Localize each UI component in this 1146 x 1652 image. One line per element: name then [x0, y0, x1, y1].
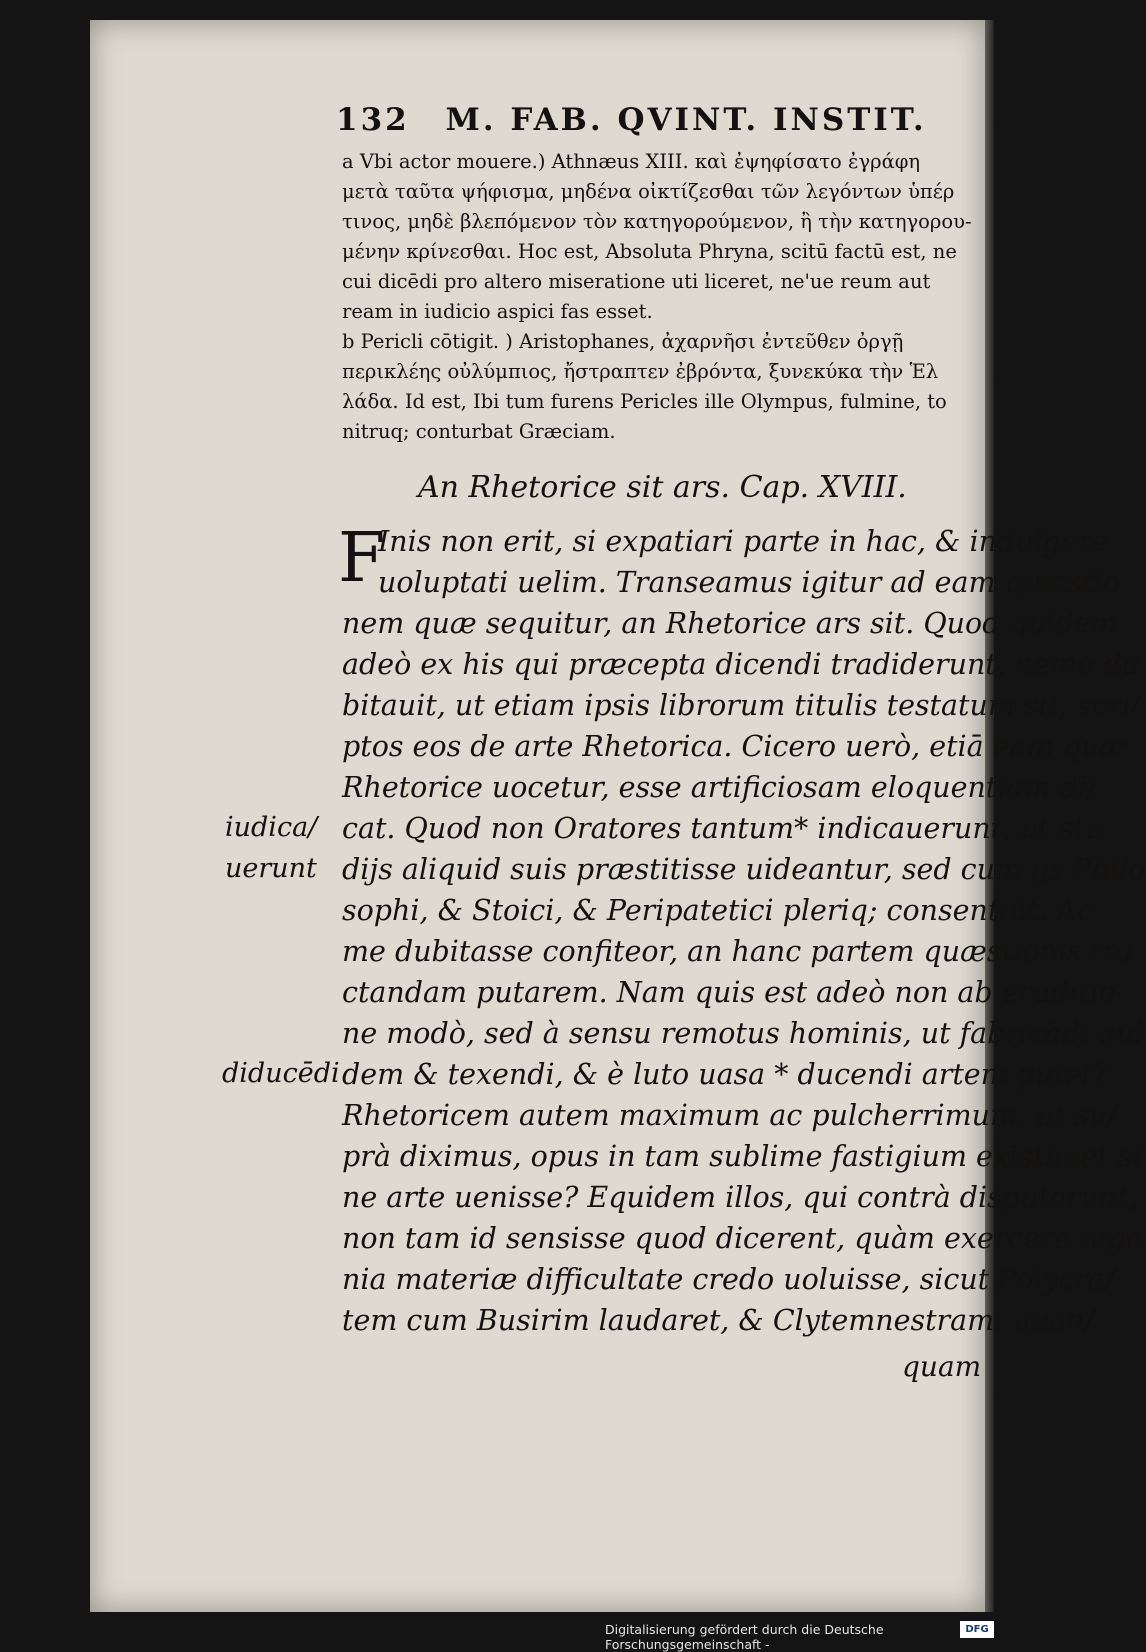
- drop-capital: F: [338, 519, 386, 598]
- body-line: ctandam putarem. Nam quis est adeò non ab eruditio-: [342, 976, 1126, 1009]
- body-line: nia materiæ difficultate credo uoluisse, sicut Polycra/: [342, 1263, 1115, 1296]
- running-header: [336, 102, 927, 138]
- body-line: Rhetorice uocetur, esse artificiosam eloquentiam di/: [342, 771, 1097, 804]
- body-line: ne arte uenisse? Equidem illos, qui contrà disputarunt,: [342, 1181, 1138, 1214]
- catchword: quam: [902, 1350, 982, 1383]
- margin-note: iudica/: [225, 812, 318, 843]
- footnote-line: λάδα. Id est, Ibi tum furens Pericles ille Olympus, fulmine, to: [342, 390, 947, 413]
- body-line: prà diximus, opus in tam sublime fastigium existimet si: [342, 1140, 1142, 1173]
- body-line: cat. Quod non Oratores tantum* indicauerunt, ut stu: [342, 812, 1104, 845]
- body-line: uoluptati uelim. Transeamus igitur ad eam quæstio: [378, 566, 1121, 599]
- margin-note: uerunt: [225, 853, 317, 884]
- footnote-line: cui dicēdi pro altero miseratione uti liceret, ne'ue reum aut: [342, 270, 931, 293]
- body-line: ptos eos de arte Rhetorica. Cicero uerò, etiā eam quæ: [342, 730, 1127, 763]
- body-line: non tam id sensisse quod dicerent, quàm exercere inge: [342, 1222, 1143, 1255]
- footnote-line: nitruq; conturbat Græciam.: [342, 420, 616, 443]
- footnote-line: b Pericli cōtigit. ) Aristophanes, ἀχαρνῆσι ἐντεῦθεν ὀργῇ: [342, 330, 904, 353]
- footnote-line: ream in iudicio aspici fas esset.: [342, 300, 653, 323]
- body-line: Rhetoricem autem maximum ac pulcherrimum, ut su/: [342, 1099, 1117, 1132]
- footnote-line: τινος, μηδὲ βλεπόμενον τὸν κατηγορούμενον, ἢ τὴν κατηγορου-: [342, 210, 972, 233]
- body-line: dijs aliquid suis præstitisse uideantur, sed cum ijs Philo: [342, 853, 1146, 886]
- page-number: 132: [336, 102, 410, 138]
- dfg-logo: DFG: [960, 1621, 994, 1638]
- body-line: adeò ex his qui præcepta dicendi tradiderunt, nemo du: [342, 648, 1140, 681]
- footnote-line: περικλέης οὐλύμπιος, ἤστραπτεν ἐβρόντα, ξυνεκύκα τὴν Ἑλ: [342, 360, 939, 383]
- body-line: dem & texendi, & è luto uasa * ducendi artem putet?: [342, 1058, 1109, 1091]
- body-line: tem cum Busirim laudaret, & Clytemnestram: quan/: [342, 1304, 1095, 1337]
- footnote-line: a Vbi actor mouere.) Athnæus XIII. καὶ ἐψηφίσατο ἐγράφη: [342, 150, 921, 173]
- body-line: me dubitasse confiteor, an hanc partem quæstionis tra: [342, 935, 1133, 968]
- footnote-line: μετὰ ταῦτα ψήφισμα, μηδένα οἰκτίζεσθαι τῶν λεγόντων ὑπέρ: [342, 180, 955, 203]
- body-line: Inis non erit, si expatiari parte in hac, & indulgere: [378, 525, 1109, 558]
- digitization-credit: Digitalisierung gefördert durch die Deutsche Forschungsgemeinschaft -: [605, 1622, 884, 1652]
- footnote-line: μένην κρίνεσθαι. Hoc est, Absoluta Phryna, scitū factū est, ne: [342, 240, 957, 263]
- chapter-title: An Rhetorice sit ars. Cap. XVIII.: [418, 470, 907, 505]
- body-line: sophi, & Stoici, & Peripatetici pleriq; consentiūt. Ac: [342, 894, 1093, 927]
- body-line: nem quæ sequitur, an Rhetorice ars sit. Quod quidem: [342, 607, 1118, 640]
- running-title: M. FAB. QVINT. INSTIT.: [445, 102, 927, 138]
- body-line: ne modò, sed à sensu remotus hominis, ut fabricādi qui: [342, 1017, 1144, 1050]
- body-line: bitauit, ut etiam ipsis librorum titulis testatum sit, scri/: [342, 689, 1141, 722]
- margin-note: diducēdi: [222, 1058, 340, 1089]
